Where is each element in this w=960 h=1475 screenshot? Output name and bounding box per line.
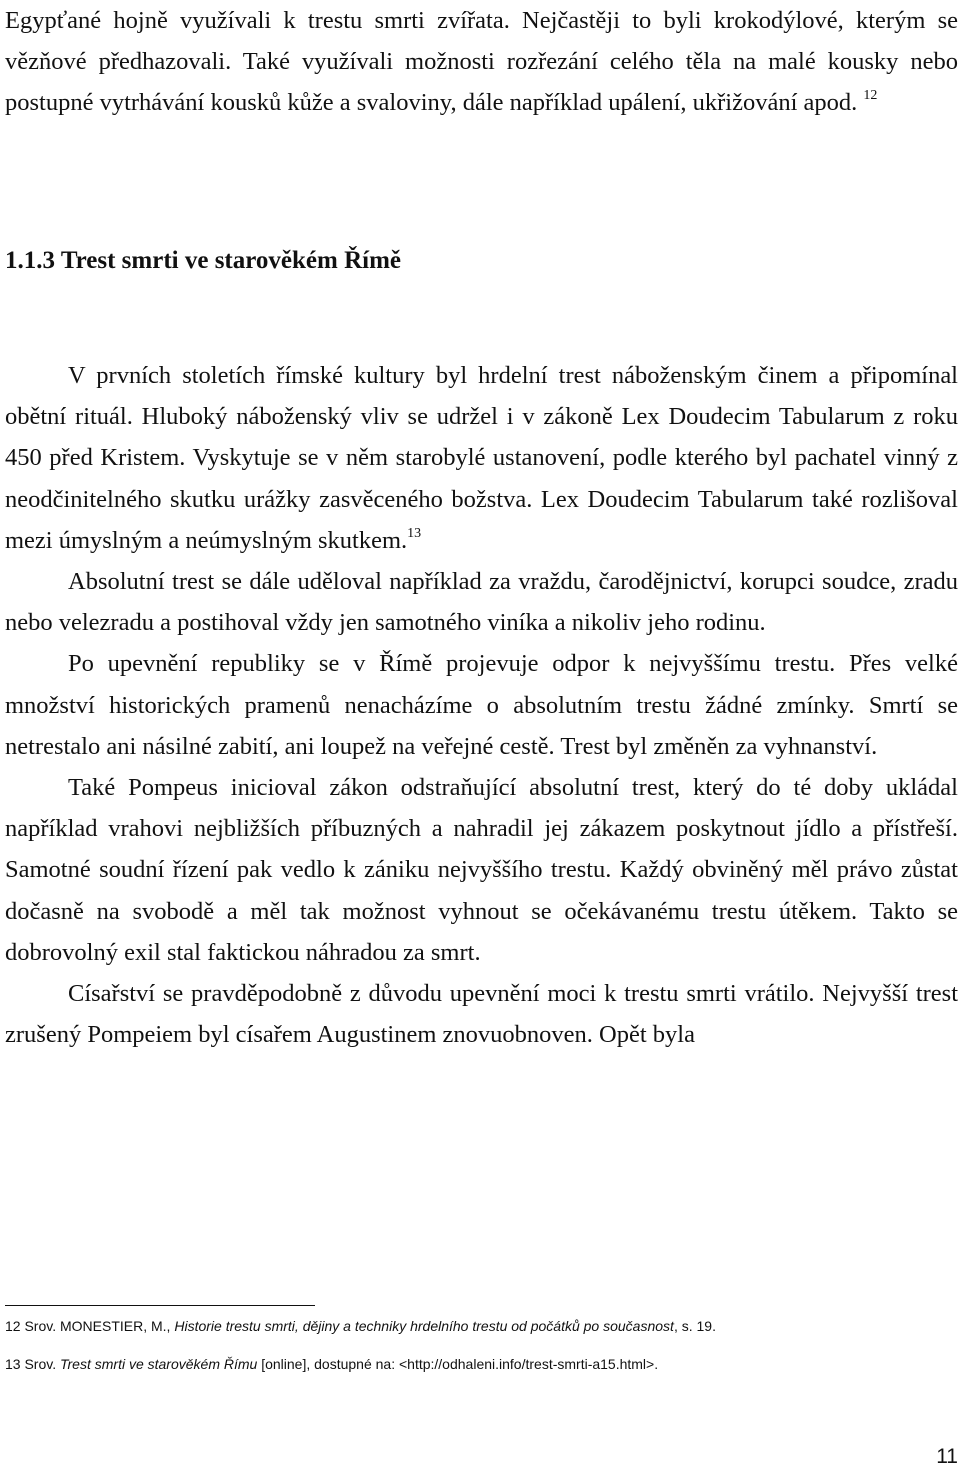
section-title: Trest smrti ve starověkém Římě xyxy=(60,247,401,274)
paragraph: Také Pompeus inicioval zákon odstraňující absolutní trest, který do té doby ukládal například vrahovi nejbližších příbuzných a nahradil jej zákazem poskytnout jídlo a přístřeší. Samotné soudní řízení pak vedlo k zániku nejvyššího trestu. Každý obviněný měl právo zůstat dočasně na svobodě a měl tak možnost vyhnout se očekávanému trestu útěkem. Takto se dobrovolný exil stal faktickou náhradou za smrt. xyxy=(5,774,958,966)
section-heading xyxy=(5,247,401,275)
paragraph-text: Egypťané hojně využívali k trestu smrti zvířata. Nejčastěji to byli krokodýlové, kterým se vězňové předhazovali. Také využívali možnosti rozřezání celého těla na malé kousky nebo postupné vytrhávání kousků kůže a svaloviny, dále například upálení, ukřižování apod. xyxy=(5,7,958,117)
footnote-work-title: Historie trestu smrti, dějiny a techniky hrdelního trestu od počátků po současnost xyxy=(174,1318,674,1334)
section-number: 1.1.3 xyxy=(5,247,55,274)
paragraph: Po upevnění republiky se v Římě projevuje odpor k nejvyššímu trestu. Přes velké množství historických pramenů nenacházíme o absolutním trestu žádné zmínky. Smrtí se netrestalo ani násilné zabití, ani loupež na veřejné cestě. Trest byl změněn za vyhnanství. xyxy=(5,650,958,760)
footnote-number: 12 xyxy=(5,1318,21,1334)
footnote xyxy=(5,1356,658,1372)
section-body xyxy=(5,355,958,1055)
footnote-ref: 12 xyxy=(863,88,878,104)
continuation-paragraph xyxy=(5,0,958,124)
footnote-work-title: Trest smrti ve starověkém Římu xyxy=(60,1356,258,1372)
paragraph: Císařství se pravděpodobně z důvodu upevnění moci k trestu smrti vrátilo. Nejvyšší trest zrušený Pompeiem byl císařem Augustinem znovuobnoven. Opět byla xyxy=(5,980,958,1049)
footnote-prefix: Srov. MONESTIER, M., xyxy=(24,1318,175,1334)
paragraph: Absolutní trest se dále uděloval například za vraždu, čarodějnictví, korupci soudce, zradu nebo velezradu a postihoval vždy jen samotného viníka a nikoliv jeho rodinu. xyxy=(5,568,958,637)
footnote-prefix: Srov. xyxy=(24,1356,60,1372)
footnote-suffix: , s. 19. xyxy=(673,1318,716,1334)
footnote-number: 13 xyxy=(5,1356,21,1372)
paragraph xyxy=(5,355,958,561)
footnote xyxy=(5,1318,716,1334)
paragraph-text: V prvních stoletích římské kultury byl hrdelní trest náboženským činem a připomínal obětní rituál. Hluboký náboženský vliv se udržel i v zákoně Lex Doudecim Tabularum z roku 450 před Kristem. Vyskytuje se v něm starobylé ustanovení, podle kterého byl pachatel vinný z neodčinitelného skutku urážky zasvěceného božstva. Lex Doudecim Tabularum také rozlišoval mezi úmyslným a neúmyslným skutkem. xyxy=(5,362,958,554)
footnote-ref: 13 xyxy=(407,525,422,541)
footnote-suffix: [online], dostupné na: <http://odhaleni.info/trest-smrti-a15.html>. xyxy=(257,1356,659,1372)
page-number: 11 xyxy=(936,1445,958,1468)
footnote-separator xyxy=(5,1305,315,1306)
